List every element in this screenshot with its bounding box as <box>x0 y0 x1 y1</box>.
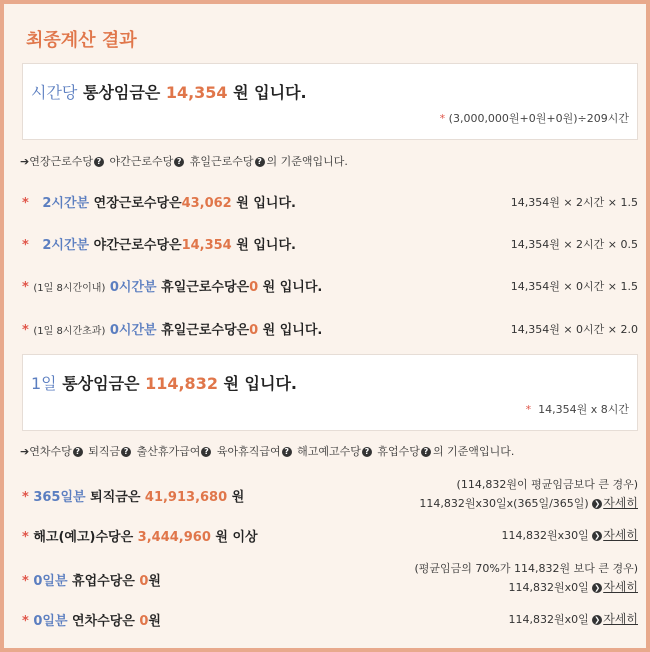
hourly-prefix: 시간당 <box>31 83 78 102</box>
arrow-circle-icon[interactable]: ❯ <box>592 531 602 541</box>
row-star: * <box>22 280 29 295</box>
arrow-icon: ➔ <box>20 155 30 168</box>
benefit-amount: 0 <box>139 574 149 589</box>
benefit-row <box>22 526 638 548</box>
hourly-text2: 원 입니다. <box>233 83 307 102</box>
page-title: 최종계산 결과 <box>26 30 137 51</box>
allowance-label: 연장근로수당은 <box>93 196 182 211</box>
allowance-hours: 2시간분 <box>42 196 90 211</box>
daily-text1: 통상임금은 <box>62 374 140 393</box>
question-circle-icon[interactable]: ? <box>121 447 131 457</box>
benefit-formula: 114,832원x30일 <box>501 529 589 542</box>
benefit-amount: 0 <box>139 614 149 629</box>
row-star: * <box>22 238 29 253</box>
allowance-unit: 원 입니다. <box>262 280 323 295</box>
allowance-unit: 원 입니다. <box>262 323 323 338</box>
detail-link[interactable]: 자세히 <box>603 528 638 542</box>
benefit-row <box>22 562 638 594</box>
benefit-unit: 원 <box>148 574 161 589</box>
row-star: * <box>22 574 29 589</box>
formula-star: * <box>525 403 532 416</box>
allowance-label: 휴일근로수당은 <box>161 323 250 338</box>
benefit-formula: 114,832원x30일x(365일/365일) <box>419 497 589 510</box>
detail-link[interactable]: 자세히 <box>603 612 638 626</box>
allowance-row <box>22 234 638 256</box>
arrow-circle-icon[interactable]: ❯ <box>592 615 602 625</box>
note-item: 퇴직금 <box>88 445 121 458</box>
row-star: * <box>22 490 29 505</box>
row-star: * <box>22 614 29 629</box>
hourly-formula <box>440 110 629 126</box>
arrow-circle-icon[interactable]: ❯ <box>592 583 602 593</box>
allowance-condition: (1일 8시간초과) <box>33 326 106 337</box>
benefit-label: 퇴직금은 <box>90 490 141 505</box>
hourly-wage-box <box>22 63 638 140</box>
benefit-amount: 41,913,680 <box>144 490 228 505</box>
note-item: 해고예고수당 <box>297 445 361 458</box>
note-item: 육아휴직급여 <box>216 445 281 458</box>
question-circle-icon[interactable]: ? <box>362 447 372 457</box>
note-item: 연차수당 <box>29 445 72 458</box>
benefit-formula-line <box>501 526 638 543</box>
question-circle-icon[interactable]: ? <box>73 447 83 457</box>
benefit-label: 연차수당은 <box>72 614 135 629</box>
daily-wage-box <box>22 354 638 431</box>
allowance-label: 야간근로수당은 <box>93 238 182 253</box>
benefit-formula-line <box>508 610 638 627</box>
hourly-amount: 14,354 <box>165 83 228 102</box>
allowance-basis-note <box>20 153 348 169</box>
allowance-amount: 0 <box>249 323 259 338</box>
allowance-amount: 14,354 <box>181 238 232 253</box>
daily-formula <box>526 401 629 417</box>
detail-link[interactable]: 자세히 <box>603 580 638 594</box>
detail-link[interactable]: 자세히 <box>603 496 638 510</box>
allowance-hours: 2시간분 <box>42 238 90 253</box>
note-item: 휴일근로수당 <box>189 155 254 168</box>
allowance-hours: 0시간분 <box>109 323 157 338</box>
benefit-unit: 원 <box>231 490 245 505</box>
daily-text2: 원 입니다. <box>223 374 298 393</box>
formula-star: * <box>439 112 446 125</box>
allowance-unit: 원 입니다. <box>236 238 296 253</box>
benefit-basis-note <box>20 443 514 459</box>
allowance-unit: 원 입니다. <box>236 196 296 211</box>
allowance-row <box>22 276 638 298</box>
allowance-formula: 14,354원 × 2시간 × 1.5 <box>510 196 638 209</box>
benefit-amount: 3,444,960 <box>137 530 211 545</box>
note-item: 연장근로수당 <box>29 155 93 168</box>
allowance-amount: 0 <box>249 280 259 295</box>
benefit-row <box>22 478 638 510</box>
hourly-formula-text: (3,000,000원+0원+0원)÷209시간 <box>448 112 629 125</box>
row-star: * <box>22 323 29 338</box>
benefit-condition: (114,832원이 평균임금보다 큰 경우) <box>456 478 638 491</box>
row-star: * <box>22 530 29 545</box>
benefit-label: 휴업수당은 <box>72 574 135 589</box>
benefit-row <box>22 610 638 632</box>
note-item: 휴업수당 <box>377 445 420 458</box>
daily-wage-line <box>31 371 297 394</box>
daily-amount: 114,832 <box>145 374 218 393</box>
note-suffix: 의 기준액입니다. <box>266 155 348 168</box>
benefit-days: 0일분 <box>33 614 68 629</box>
benefit-formula-line <box>508 578 638 595</box>
note-suffix: 의 기준액입니다. <box>432 445 515 458</box>
benefit-label: 해고(예고)수당은 <box>33 530 134 545</box>
allowance-label: 휴일근로수당은 <box>161 280 250 295</box>
benefit-unit: 원 <box>148 614 161 629</box>
allowance-amount: 43,062 <box>181 196 232 211</box>
daily-prefix: 1일 <box>31 374 57 393</box>
benefit-formula-line <box>419 494 638 511</box>
question-circle-icon[interactable]: ? <box>174 157 184 167</box>
benefit-days: 365일분 <box>33 490 86 505</box>
benefit-formula: 114,832원x0일 <box>508 581 589 594</box>
benefit-unit: 원 이상 <box>215 530 258 545</box>
question-circle-icon[interactable]: ? <box>201 447 211 457</box>
allowance-formula: 14,354원 × 0시간 × 2.0 <box>510 323 638 336</box>
hourly-wage-line <box>31 80 307 103</box>
benefit-formula: 114,832원x0일 <box>508 613 589 626</box>
allowance-formula: 14,354원 × 2시간 × 0.5 <box>510 238 638 251</box>
allowance-row <box>22 319 638 341</box>
arrow-circle-icon[interactable]: ❯ <box>592 499 602 509</box>
note-item: 야간근로수당 <box>109 155 174 168</box>
note-item: 출산휴가급여 <box>136 445 201 458</box>
question-circle-icon[interactable]: ? <box>94 157 104 167</box>
hourly-text1: 통상임금은 <box>82 83 161 102</box>
question-circle-icon[interactable]: ? <box>282 447 292 457</box>
question-circle-icon[interactable]: ? <box>255 157 265 167</box>
benefit-days: 0일분 <box>33 574 68 589</box>
allowance-hours: 0시간분 <box>109 280 157 295</box>
arrow-icon: ➔ <box>20 445 30 458</box>
allowance-formula: 14,354원 × 0시간 × 1.5 <box>510 280 638 293</box>
row-star: * <box>22 196 29 211</box>
benefit-condition: (평균임금의 70%가 114,832원 보다 큰 경우) <box>414 562 638 575</box>
allowance-row <box>22 192 638 214</box>
question-circle-icon[interactable]: ? <box>421 447 431 457</box>
allowance-condition: (1일 8시간이내) <box>33 283 106 294</box>
daily-formula-text: 14,354원 x 8시간 <box>538 403 629 416</box>
